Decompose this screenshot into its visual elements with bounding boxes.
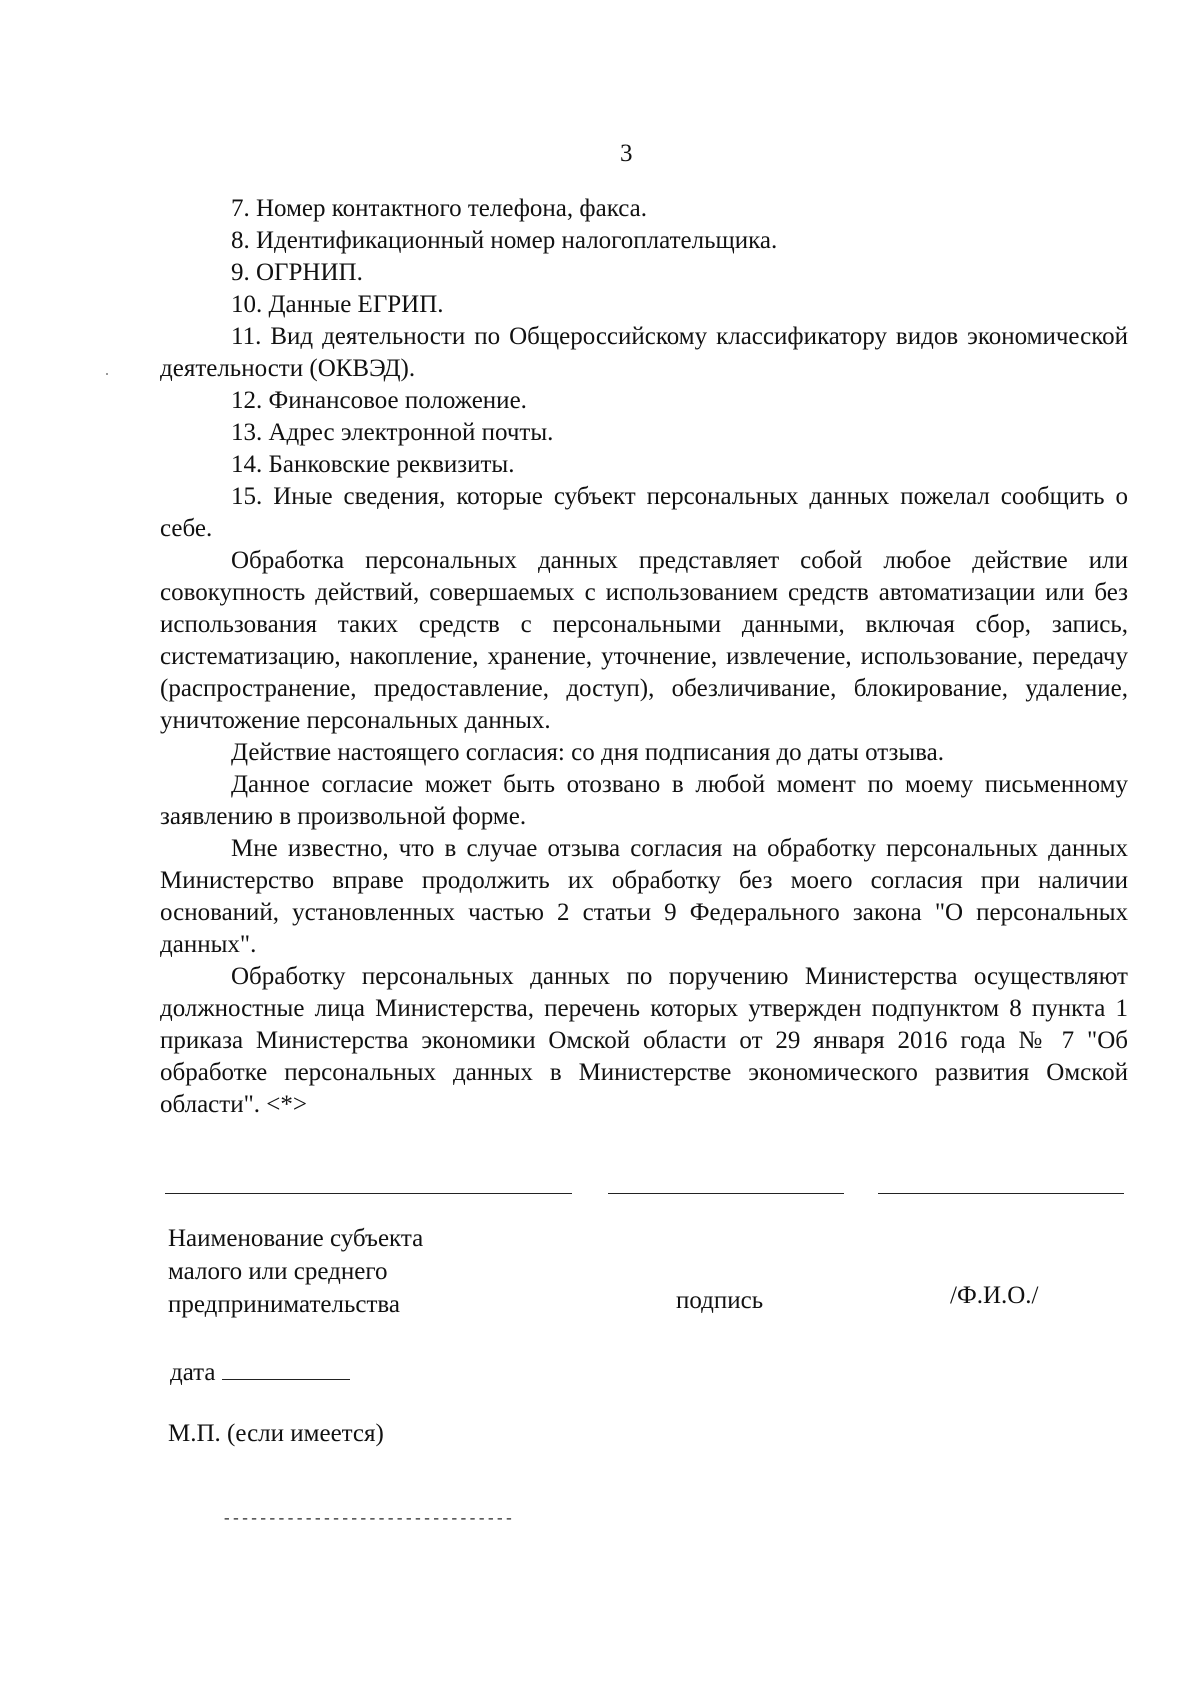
list-item-egrip: 10. Данные ЕГРИП. xyxy=(231,291,444,318)
signature-line xyxy=(608,1193,844,1194)
validity-paragraph: Действие настоящего согласия: со дня подписания до даты отзыва. xyxy=(231,739,944,766)
list-item-other: 15. Иные сведения, которые субъект персональных данных пожелал сообщить о себе. xyxy=(160,483,1128,542)
full-name-label: /Ф.И.О./ xyxy=(950,1282,1039,1309)
entity-label-line: малого или среднего xyxy=(168,1258,388,1285)
list-item-email: 13. Адрес электронной почты. xyxy=(231,419,554,446)
full-name-line xyxy=(878,1193,1124,1194)
document-body xyxy=(160,193,1128,1121)
page-number: 3 xyxy=(620,140,633,167)
entity-label xyxy=(168,1222,423,1321)
list-item-inn: 8. Идентификационный номер налогоплательщика. xyxy=(231,227,778,254)
date-label: дата xyxy=(170,1359,216,1386)
list-item-bank: 14. Банковские реквизиты. xyxy=(231,451,515,478)
footnote-separator: -------------------------------- xyxy=(222,1510,514,1528)
date-blank-line xyxy=(222,1359,350,1380)
date-row xyxy=(170,1359,350,1387)
stamp-label: М.П. (если имеется) xyxy=(168,1420,384,1447)
authorized-persons-paragraph: Обработку персональных данных по поручению Министерства осуществляют должностные лица Министерства, перечень которых утвержден подпунктом 8 пункта 1 приказа Министерства экономики Омской области от 29 января 2016 года № 7 "Об обработке персональных данных в Министерстве экономического развития Омской области". <*> xyxy=(160,963,1128,1118)
entity-label-line: Наименование субъекта xyxy=(168,1225,424,1252)
revocation-consequence-paragraph: Мне известно, что в случае отзыва согласия на обработку персональных данных Министерство вправе продолжить их обработку без моего согласия при наличии оснований, установленных частью 2 статьи 9 Федерального закона "О персональных данных". xyxy=(160,835,1128,958)
list-item-ogrnip: 9. ОГРНИП. xyxy=(231,259,363,286)
scan-speck xyxy=(106,373,108,375)
entity-label-line: предпринимательства xyxy=(168,1291,400,1318)
signature-label: подпись xyxy=(676,1287,764,1314)
entity-name-line xyxy=(165,1193,572,1194)
list-item-okved: 11. Вид деятельности по Общероссийскому классификатору видов экономической деятельности (ОКВЭД). xyxy=(160,323,1128,382)
processing-paragraph: Обработка персональных данных представляет собой любое действие или совокупность действий, совершаемых с использованием средств автоматизации или без использования таких средств с персональными данными, включая сбор, запись, систематизацию, накопление, хранение, уточнение, извлечение, использование, передачу (распространение, предоставление, доступ), обезличивание, блокирование, удаление, уничтожение персональных данных. xyxy=(160,547,1128,734)
revocation-paragraph: Данное согласие может быть отозвано в любой момент по моему письменному заявлению в произвольной форме. xyxy=(160,771,1128,830)
list-item-financial: 12. Финансовое положение. xyxy=(231,387,527,414)
list-item-phone: 7. Номер контактного телефона, факса. xyxy=(231,195,647,222)
